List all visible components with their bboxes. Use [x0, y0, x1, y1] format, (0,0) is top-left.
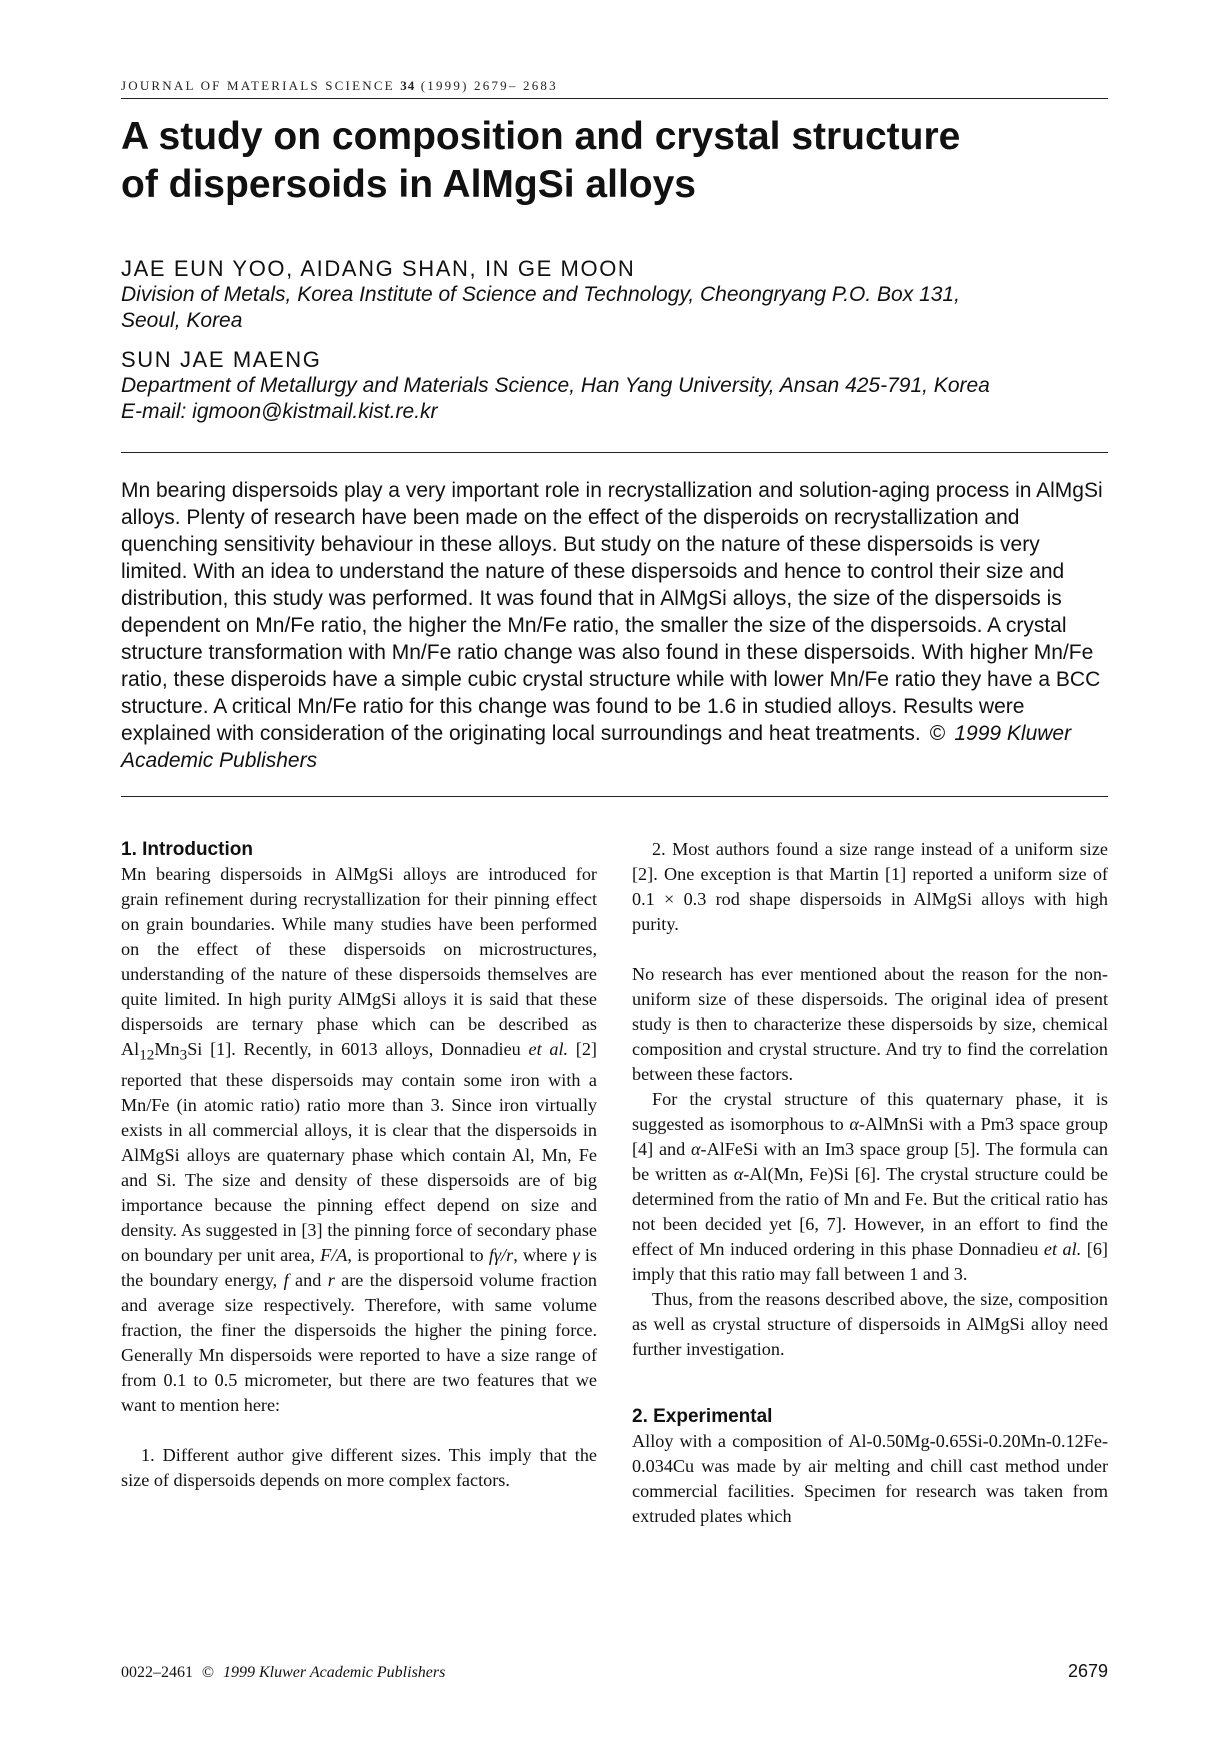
- intro-paragraph-1: Mn bearing dispersoids in AlMgSi alloys are introduced for grain refinement during recrystallization for their pinning effect on grain boundaries. While many studies have been performed on the effect of these dispersoids on microstructures, understanding of the nature of these dispersoids themselves are quite limited. In high purity AlMgSi alloys it is said that these dispersoids are ternary phase which can be described as $Al_{12}Mn_3Si$ [1]. Recently, in 6013 alloys, Donnadieu et al. [2] reported that these dispersoids may contain some iron with a Mn/Fe (in atomic ratio) ratio more than 3. Since iron virtually exists in all commercial alloys, it is clear that the dispersoids in AlMgSi alloys are quaternary phase which contain Al, Mn, Fe and Si. The size and density of these dispersoids are of big importance because the pinning effect depend on size and density. As suggested in [3] the pinning force of secondary phase on boundary per unit area, F/A, is proportional to fγ/r, where γ is the boundary energy, f and r are the dispersoid volume fraction and average size respectively. Therefore, with same volume fraction, the finer the dispersoids the higher the pining force. Generally Mn dispersoids were reported to have a size range of from 0.1 to 0.5 micrometer, but there are two features that we want to mention here:: [121, 864, 598, 1415]
- right-column: [632, 837, 1108, 1529]
- abstract: [121, 477, 1106, 774]
- author-group-2-names: SUN JAE MAENG: [121, 347, 322, 372]
- intro-list-item-2: 2. Most authors found a size range instead of a uniform size [2]. One exception is that Martin [1] reported a uniform size of 0.1 × 0.3 rod shape dispersoids in AlMgSi alloys with high purity.: [632, 839, 1108, 934]
- section-1-heading: 1. Introduction: [121, 839, 253, 860]
- intro-paragraph-2: No research has ever mentioned about the reason for the non-uniform size of these dispersoids. The original idea of present study is then to characterize these dispersoids by size, chemical composition and crystal structure. And try to find the correlation between these factors.: [632, 964, 1108, 1084]
- affiliation-1-line-1: Division of Metals, Korea Institute of Science and Technology, Cheongryang P.O. Box 131,: [121, 283, 960, 306]
- footer-publisher: 1999 Kluwer Academic Publishers: [223, 1664, 446, 1681]
- intro-paragraph-3: For the crystal structure of this quaternary phase, it is suggested as isomorphous to α-AlMnSi with a Pm3 space group [4] and α-AlFeSi with an Im3 space group [5]. The formula can be written as α-Al(Mn, Fe)Si [6]. The crystal structure could be determined from the ratio of Mn and Fe. But the critical ratio has not been decided yet [6, 7]. However, in an effort to find the effect of Mn induced ordering in this phase Donnadieu et al. [6] imply that this ratio may fall between 1 and 3.: [632, 1089, 1108, 1284]
- journal-name: JOURNAL OF MATERIALS SCIENCE: [121, 78, 395, 93]
- body-columns: [121, 837, 1108, 1529]
- journal-year-pages: (1999) 2679– 2683: [420, 78, 558, 93]
- footer-citation: [121, 1664, 445, 1682]
- affiliation-2-line-1: Department of Metallurgy and Materials Science, Han Yang University, Ansan 425-791, Korea: [121, 374, 990, 397]
- experimental-paragraph-1: Alloy with a composition of Al-0.50Mg-0.65Si-0.20Mn-0.12Fe-0.034Cu was made by air melting and chill cast method under commercial facilities. Specimen for research was taken from extruded plates which: [632, 1431, 1108, 1526]
- footer-copyright-icon: ©: [201, 1664, 215, 1681]
- journal-volume: 34: [400, 78, 416, 93]
- article-page: [121, 78, 1108, 1529]
- abstract-text: Mn bearing dispersoids play a very important role in recrystallization and solution-aging process in AlMgSi alloys. Plenty of research have been made on the effect of the disperoids on recrystallization and quenching sensitivity behaviour in these alloys. But study on the nature of these dispersoids is very limited. With an idea to understand the nature of these dispersoids and hence to control their size and distribution, this study was performed. It was found that in AlMgSi alloys, the size of the dispersoids is dependent on Mn/Fe ratio, the higher the Mn/Fe ratio, the smaller the size of the dispersoids. A crystal structure transformation with Mn/Fe ratio change was also found in these dispersoids. With higher Mn/Fe ratio, these disperoids have a simple cubic crystal structure while with lower Mn/Fe ratio they have a BCC structure. A critical Mn/Fe ratio for this change was found to be 1.6 in studied alloys. Results were explained with consideration of the originating local surroundings and heat treatments.: [121, 479, 1103, 745]
- abstract-top-rule: [121, 452, 1108, 453]
- intro-list-item-1: 1. Different author give different sizes. This imply that the size of dispersoids depends on more complex factors.: [121, 1444, 597, 1490]
- page-footer: [121, 1661, 1108, 1682]
- page-number: 2679: [1067, 1661, 1108, 1681]
- running-header: [121, 78, 1108, 99]
- author-email: E-mail: igmoon@kistmail.kist.re.kr: [121, 400, 438, 423]
- left-column: [121, 837, 597, 1529]
- abstract-publisher: 1999 Kluwer Academic Publishers: [121, 722, 1072, 772]
- author-block: [121, 256, 1108, 425]
- intro-paragraph-4: Thus, from the reasons described above, the size, composition as well as crystal structure of dispersoids in AlMgSi alloy need further investigation.: [632, 1289, 1108, 1359]
- author-group-1-names: JAE EUN YOO, AIDANG SHAN, IN GE MOON: [121, 256, 636, 281]
- title-line-2: of dispersoids in AlMgSi alloys: [121, 163, 696, 206]
- affiliation-1-line-2: Seoul, Korea: [121, 309, 243, 332]
- title-line-1: A study on composition and crystal structure: [121, 115, 961, 158]
- article-title: [121, 113, 1051, 209]
- footer-issn: 0022–2461: [121, 1664, 193, 1681]
- copyright-icon: ©: [929, 722, 946, 745]
- section-2-heading: 2. Experimental: [632, 1406, 773, 1427]
- abstract-bottom-rule: [121, 796, 1108, 797]
